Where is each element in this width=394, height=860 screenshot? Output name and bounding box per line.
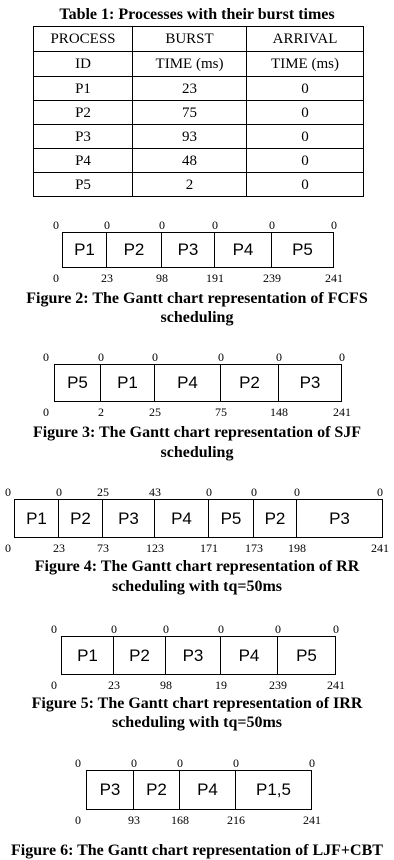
gantt-bottom-label: 0: [53, 271, 59, 285]
gantt-top-label: 0: [233, 756, 239, 770]
gantt-bottom-label: 0: [43, 405, 49, 419]
gantt-bottom-label: 191: [206, 271, 224, 285]
table-cell: 93: [133, 125, 247, 149]
header-cell: ID: [34, 52, 133, 77]
irr-gantt-chart: [61, 636, 336, 675]
table-cell: 0: [247, 173, 364, 197]
gantt-bottom-label: 148: [270, 405, 288, 419]
gantt-top-label: 0: [218, 622, 224, 636]
gantt-bottom-label: 216: [227, 813, 245, 827]
gantt-top-label: 0: [331, 218, 337, 232]
table-header-row: [34, 52, 364, 77]
gantt-top-label: 0: [111, 622, 117, 636]
table-cell: 0: [247, 125, 364, 149]
gantt-bottom-label: 2: [98, 405, 104, 419]
table-row: [34, 101, 364, 125]
sjf-caption-line1: Figure 3: The Gantt chart representation of SJF: [32, 424, 362, 441]
irr-caption-line2: scheduling with tq=50ms: [111, 714, 283, 731]
table-cell: 48: [133, 149, 247, 173]
gantt-top-label: 0: [177, 756, 183, 770]
table-cell: 2: [133, 173, 247, 197]
gantt-top-label: 0: [163, 622, 169, 636]
irr-caption-line1: Figure 5: The Gantt chart representation of IRR: [31, 695, 363, 712]
gantt-block-p2: P2: [254, 499, 297, 538]
process-table: [33, 26, 364, 197]
fcfs-caption-line1: Figure 2: The Gantt chart representation of FCFS: [26, 290, 368, 307]
gantt-block-p3: P3: [279, 364, 342, 402]
table-cell: 0: [247, 149, 364, 173]
gantt-block-p3: P3: [86, 770, 134, 810]
gantt-bottom-label: 98: [156, 271, 168, 285]
gantt-bottom-label: 241: [327, 678, 345, 692]
gantt-block-p3: P3: [162, 232, 215, 268]
header-cell: PROCESS: [34, 27, 133, 52]
table-cell: 75: [133, 101, 247, 125]
gantt-block-p1: P1: [14, 499, 59, 538]
table-cell: P2: [34, 101, 133, 125]
header-cell: ARRIVAL: [247, 27, 364, 52]
gantt-bottom-label: 168: [171, 813, 189, 827]
gantt-block-p3: P3: [297, 499, 383, 538]
gantt-top-label: 0: [294, 485, 300, 499]
table-header-row: [34, 27, 364, 52]
rr-caption-line1: Figure 4: The Gantt chart representation of RR: [34, 558, 360, 575]
gantt-top-label: 0: [251, 485, 257, 499]
gantt-bottom-label: 73: [97, 541, 109, 555]
gantt-block-p4: P4: [155, 499, 209, 538]
gantt-bottom-label: 173: [245, 541, 263, 555]
gantt-bottom-label: 241: [371, 541, 389, 555]
gantt-top-label: 0: [5, 485, 11, 499]
gantt-bottom-label: 171: [200, 541, 218, 555]
gantt-bottom-label: 0: [51, 678, 57, 692]
gantt-bottom-label: 241: [325, 271, 343, 285]
gantt-block-p1: P1: [61, 636, 114, 675]
gantt-block-p2: P2: [107, 232, 162, 268]
gantt-top-label: 0: [56, 485, 62, 499]
gantt-top-label: 0: [104, 218, 110, 232]
gantt-top-label: 0: [212, 218, 218, 232]
ljf-gantt-chart: [86, 770, 312, 810]
gantt-bottom-label: 0: [5, 541, 11, 555]
gantt-block-p5: P5: [272, 232, 334, 268]
table-cell: P4: [34, 149, 133, 173]
gantt-block-p2: P2: [221, 364, 279, 402]
gantt-bottom-label: 239: [263, 271, 281, 285]
gantt-bottom-label: 239: [269, 678, 287, 692]
gantt-block-p4: P4: [221, 636, 278, 675]
table-row: [34, 173, 364, 197]
gantt-top-label: 0: [75, 756, 81, 770]
gantt-top-label: 0: [152, 350, 158, 364]
gantt-block-p4: P4: [155, 364, 221, 402]
header-cell: TIME (ms): [133, 52, 247, 77]
gantt-top-label: 0: [159, 218, 165, 232]
gantt-top-label: 0: [98, 350, 104, 364]
gantt-top-label: 0: [206, 485, 212, 499]
gantt-top-label: 0: [309, 756, 315, 770]
gantt-top-label: 43: [149, 485, 161, 499]
gantt-block-p2: P2: [134, 770, 180, 810]
gantt-bottom-label: 98: [160, 678, 172, 692]
gantt-top-label: 0: [339, 350, 345, 364]
gantt-bottom-label: 75: [215, 405, 227, 419]
gantt-top-label: 0: [131, 756, 137, 770]
table-row: [34, 125, 364, 149]
gantt-bottom-label: 25: [149, 405, 161, 419]
table-cell: 0: [247, 77, 364, 101]
gantt-block-p2: P2: [114, 636, 166, 675]
gantt-block-p4: P4: [180, 770, 236, 810]
table-row: [34, 77, 364, 101]
table-caption: Table 1: Processes with their burst times: [59, 6, 335, 23]
gantt-bottom-label: 123: [146, 541, 164, 555]
gantt-bottom-label: 23: [53, 541, 65, 555]
gantt-top-label: 0: [51, 622, 57, 636]
sjf-caption-line2: scheduling: [160, 444, 234, 461]
gantt-block-p5: P5: [209, 499, 254, 538]
gantt-block-p15: P1,5: [236, 770, 312, 810]
fcfs-gantt-chart: [62, 232, 334, 268]
gantt-top-label: 0: [218, 350, 224, 364]
ljf-caption-line1: Figure 6: The Gantt chart representation of LJF+CBT: [11, 842, 383, 859]
gantt-bottom-label: 19: [215, 678, 227, 692]
table-row: [34, 149, 364, 173]
table-cell: 0: [247, 101, 364, 125]
header-cell: TIME (ms): [247, 52, 364, 77]
gantt-top-label: 0: [43, 350, 49, 364]
gantt-bottom-label: 23: [108, 678, 120, 692]
table-cell: P1: [34, 77, 133, 101]
gantt-bottom-label: 198: [288, 541, 306, 555]
gantt-bottom-label: 241: [303, 813, 321, 827]
fcfs-caption-line2: scheduling: [160, 309, 234, 326]
gantt-block-p1: P1: [101, 364, 155, 402]
gantt-top-label: 0: [377, 485, 383, 499]
gantt-top-label: 25: [97, 485, 109, 499]
gantt-block-p5: P5: [54, 364, 101, 402]
table-cell: 23: [133, 77, 247, 101]
gantt-block-p1: P1: [62, 232, 107, 268]
table-cell: P5: [34, 173, 133, 197]
table-cell: P3: [34, 125, 133, 149]
gantt-block-p3: P3: [103, 499, 155, 538]
gantt-bottom-label: 93: [128, 813, 140, 827]
gantt-block-p5: P5: [278, 636, 336, 675]
rr-gantt-chart: [14, 499, 383, 538]
gantt-bottom-label: 0: [75, 813, 81, 827]
gantt-top-label: 0: [53, 218, 59, 232]
gantt-top-label: 0: [333, 622, 339, 636]
gantt-top-label: 0: [269, 218, 275, 232]
gantt-block-p2: P2: [59, 499, 103, 538]
gantt-block-p4: P4: [215, 232, 272, 268]
gantt-top-label: 0: [276, 350, 282, 364]
gantt-top-label: 0: [275, 622, 281, 636]
gantt-bottom-label: 23: [101, 271, 113, 285]
rr-caption-line2: scheduling with tq=50ms: [111, 578, 283, 595]
sjf-gantt-chart: [54, 364, 342, 402]
gantt-block-p3: P3: [166, 636, 221, 675]
header-cell: BURST: [133, 27, 247, 52]
gantt-bottom-label: 241: [333, 405, 351, 419]
